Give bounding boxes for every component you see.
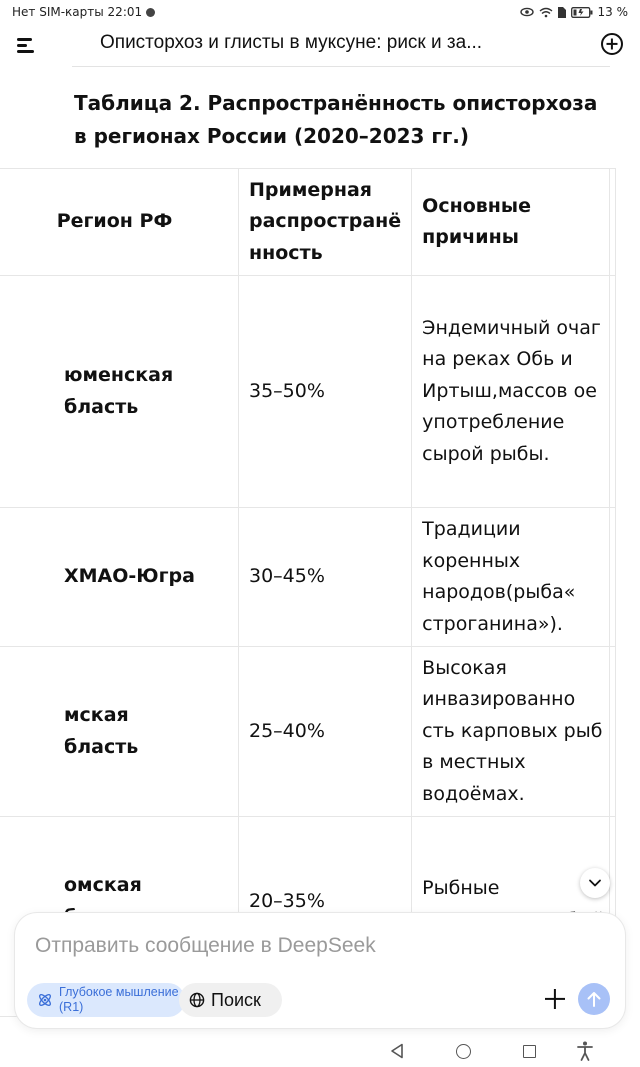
atom-icon (37, 992, 53, 1008)
region-text: юменская бласть (64, 364, 174, 418)
cell-prevalence: 30–45% (239, 508, 412, 647)
status-left (12, 5, 155, 19)
table-row (0, 508, 615, 647)
system-nav-bar (0, 1034, 640, 1067)
message-composer (15, 913, 625, 1028)
cell-prevalence: 25–40% (239, 647, 412, 817)
table-edge-top (372, 168, 610, 169)
status-bar (0, 0, 640, 24)
prevalence-table (0, 168, 616, 1017)
back-icon[interactable] (390, 1043, 404, 1059)
cell-causes: Традиции коренных народов(рыба« строганина»). (412, 508, 615, 647)
accessibility-icon[interactable] (577, 1041, 593, 1061)
plus-icon[interactable] (545, 989, 565, 1009)
cell-region (0, 508, 239, 647)
cell-causes: Высокая инвазированно сть карповых рыб в местных водоёмах. (412, 647, 615, 817)
cell-region (0, 276, 239, 508)
column-header-prevalence: Примерная распространё нность (239, 169, 412, 276)
send-button[interactable] (578, 983, 610, 1015)
chat-header (0, 28, 640, 64)
table-row (0, 647, 615, 817)
menu-icon[interactable] (17, 36, 37, 54)
message-input[interactable] (35, 931, 595, 961)
table-row (0, 276, 615, 508)
chevron-down-icon (589, 879, 601, 887)
cell-prevalence: 35–50% (239, 276, 412, 508)
cell-causes: Эндемичный очаг на реках Обь и Иртыш,массов ое употребление сырой рыбы. (412, 276, 615, 508)
battery-percent: 13 % (597, 5, 628, 19)
arrow-up-icon (587, 991, 601, 1007)
region-text: омская (64, 874, 142, 896)
status-right (520, 5, 629, 19)
table-title: Таблица 2. Распространённость описторхоза в регионах России (2020–2023 гг.) (74, 91, 598, 148)
sim-icon (558, 7, 566, 18)
table-header-row (0, 169, 615, 276)
deepthink-label: Глубокое мышление (R1) (59, 985, 179, 1014)
chat-title[interactable]: Описторхоз и глисты в муксуне: риск и за... (100, 32, 483, 53)
table-scroll-area[interactable] (0, 168, 610, 928)
notification-icon (146, 8, 155, 17)
region-text: ХМАО-Югра (64, 565, 195, 588)
new-chat-icon[interactable] (601, 33, 623, 55)
search-toggle[interactable] (179, 983, 282, 1017)
region-text: мская бласть (64, 704, 139, 758)
cell-region (0, 647, 239, 817)
recent-apps-icon[interactable] (523, 1045, 536, 1058)
wifi-icon (539, 7, 553, 18)
deepthink-toggle[interactable] (27, 983, 185, 1017)
home-icon[interactable] (456, 1044, 471, 1059)
column-header-causes: Основные причины (412, 169, 615, 276)
chat-content (0, 67, 640, 915)
globe-icon (189, 992, 205, 1008)
battery-icon (571, 7, 593, 18)
column-header-region: Регион РФ (0, 169, 239, 276)
table-edge-right (609, 168, 610, 928)
search-label: Поиск (211, 989, 261, 1010)
cell-prevalence: 20–35% (239, 817, 412, 1017)
scroll-down-button[interactable] (580, 868, 610, 898)
cell-causes: Рыбные (412, 817, 615, 1017)
carrier-time: Нет SIM-карты 22:01 (12, 5, 143, 19)
eye-icon (520, 7, 534, 17)
